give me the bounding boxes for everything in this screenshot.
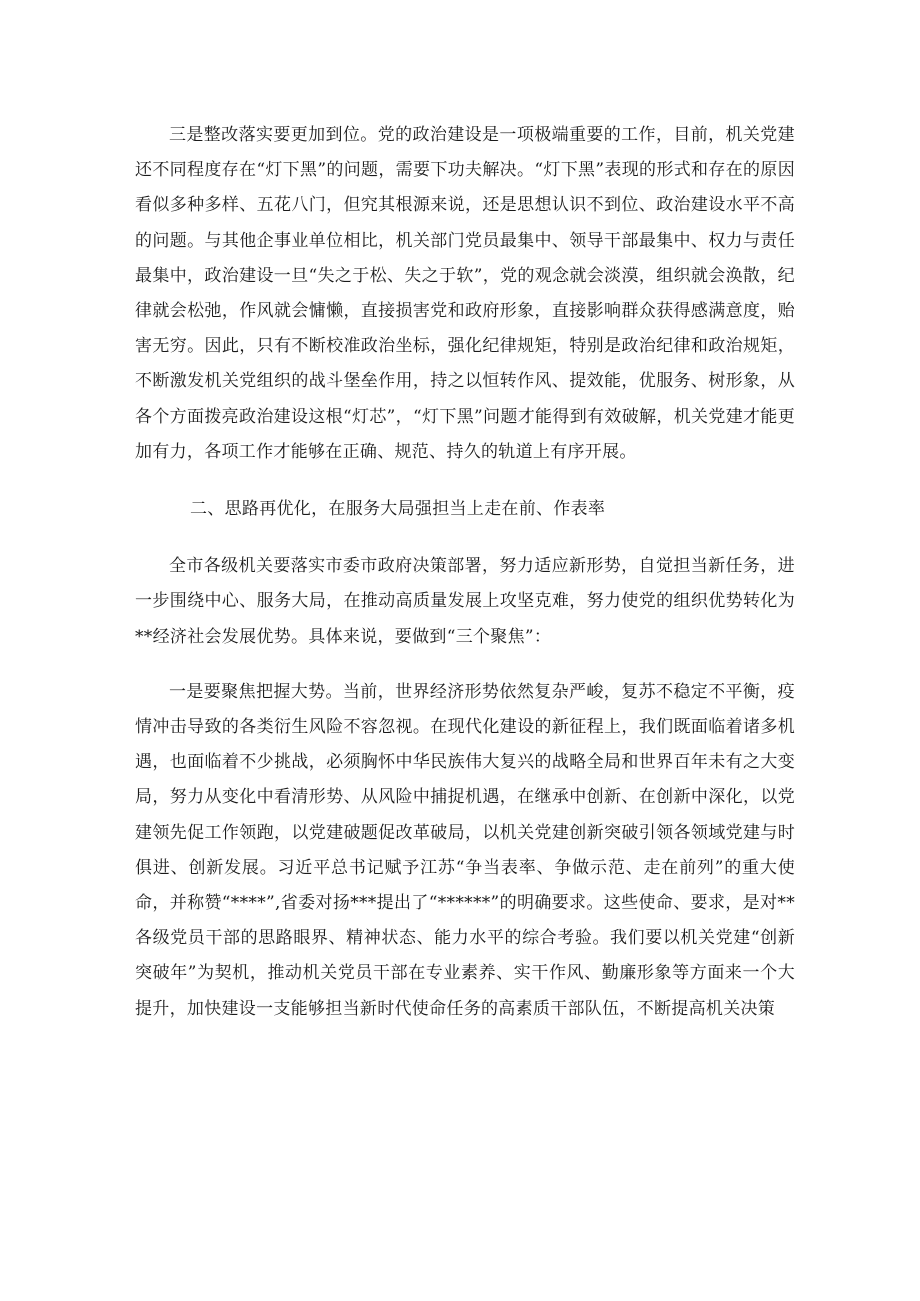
paragraph-rectification: 三是整改落实要更加到位。党的政治建设是一项极端重要的工作，目前，机关党建还不同程度存在“灯下黑”的问题，需要下功夫解决。“灯下黑”表现的形式和存在的原因看似多种多样、五花八门，但究其根源来说，还是思想认识不到位、政治建设水平不高的问题。与其他企事业单位相比，机关部门党员最集中、领导干部最集中、权力与责任最集中，政治建设一旦“失之于松、失之于软”，党的观念就会淡漠，组织就会涣散，纪律就会松弛，作风就会慵懒，直接损害党和政府形象，直接影响群众获得感满意度，贻害无穷。因此，只有不断校准政治坐标，强化纪律规矩，特别是政治纪律和政治规矩，不断激发机关党组织的战斗堡垒作用，持之以恒转作风、提效能，优服务、树形象，从各个方面拨亮政治建设这根“灯芯”，“灯下黑”问题才能得到有效破解，机关党建才能更加有力，各项工作才能够在正确、规范、持久的轨道上有序开展。 — [135, 125, 795, 462]
document-page — [135, 118, 795, 1027]
paragraph-city-organs: 全市各级机关要落实市委市政府决策部署，努力适应新形势，自觉担当新任务，进一步围绕中心、服务大局，在推动高质量发展上攻坚克难，努力使党的组织优势转化为**经济社会发展优势。具体来说，要做到“三个聚焦”： — [135, 556, 795, 647]
paragraph-grasp-trends: 一是要聚焦把握大势。当前，世界经济形势依然复杂严峻，复苏不稳定不平衡，疫情冲击导致的各类衍生风险不容忽视。在现代化建设的新征程上，我们既面临着诸多机遇，也面临着不少挑战，必须胸怀中华民族伟大复兴的战略全局和世界百年未有之大变局，努力从变化中看清形势、从风险中捕捉机遇，在继承中创新、在创新中深化，以党建领先促工作领跑，以党建破题促改革破局，以机关党建创新突破引领各领域党建与时俱进、创新发展。习近平总书记赋予江苏“争当表率、争做示范、走在前列”的重大使命，并称赞“****”,省委对扬***提出了“******”的明确要求。这些使命、要求，是对**各级党员干部的思路眼界、精神状态、能力水平的综合考验。我们要以机关党建“创新突破年”为契机，推动机关党员干部在专业素养、实干作风、勤廉形象等方面来一个大提升，加快建设一支能够担当新时代使命任务的高素质干部队伍，不断提高机关决策 — [135, 681, 795, 1019]
section-heading-2: 二、思路再优化，在服务大局强担当上走在前、作表率 — [190, 499, 606, 520]
